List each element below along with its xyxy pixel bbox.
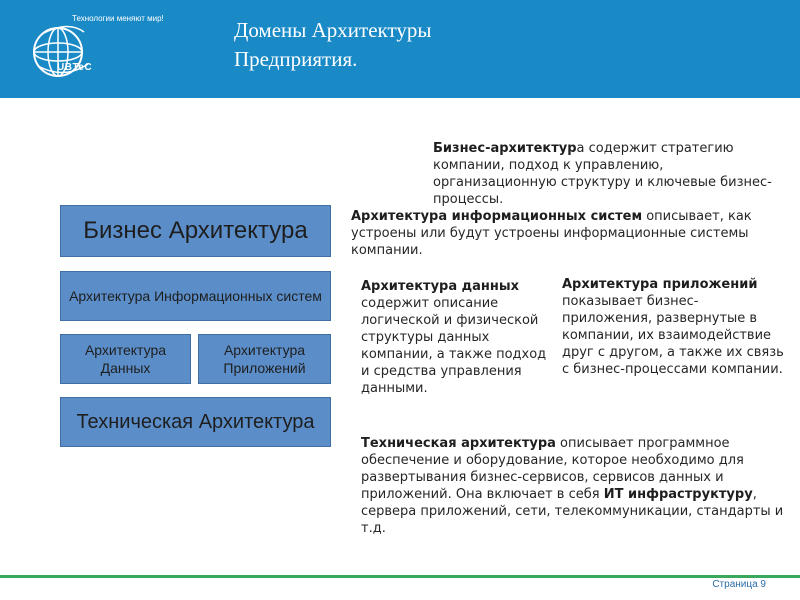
data-architecture-label: Архитектура Данных [84,342,167,376]
slide-title-line1: Домены Архитектуры [234,18,432,42]
slide-title [234,16,654,74]
tech-architecture-box [60,397,331,447]
business-architecture-description [433,140,788,208]
business-term: Бизнес-архитектур [433,141,577,156]
infosys-text: описывает, как устроены или будут устроены информационные системы компании. [351,209,752,258]
data-term: Архитектура данных [361,279,520,294]
data-architecture-box [60,334,191,384]
company-brand: UBTeC [57,62,93,73]
data-architecture-description [361,278,557,397]
data-text: содержит описание логической и физической структуры данных компании, а также подход и средства управления данными. [361,296,547,396]
infosys-term: Архитектура информационных систем [351,209,643,224]
apps-architecture-description [562,276,784,378]
slide-title-line2: Предприятия. [234,47,358,71]
infosys-architecture-description [351,208,791,259]
infosys-architecture-label: Архитектура Информационных систем [69,288,322,304]
tech-architecture-label: Техническая Архитектура [76,410,315,433]
tech-text-1: описывает программное обеспечение и оборудование, которое необходимо для развертывания бизнес-сервисов, сервисов данных и приложений. Она включает в себя [361,436,744,502]
tech-architecture-description [361,435,791,537]
apps-text: показывает бизнес-приложения, развернутые в компании, их взаимодействие друг с другом, а также их связь с бизнес-процессами компании. [562,294,784,377]
apps-architecture-box [198,334,331,384]
apps-term: Архитектура приложений [562,277,758,292]
page-number: Страница 9 [712,579,766,590]
tech-term: Техническая архитектура [361,436,556,451]
apps-architecture-label: Архитектура Приложений [223,342,306,376]
tech-term-it: ИТ инфраструктуру [603,487,753,502]
tech-text-2: , сервера приложений, сети, телекоммуникации, стандарты и т.д. [361,487,784,536]
business-text: а содержит стратегию компании, подход к управлению, организационную структуру и ключевые бизнес- процессы. [433,141,772,207]
header-bar [0,0,800,98]
business-architecture-box [60,205,331,257]
footer-divider [0,575,800,578]
infosys-architecture-box [60,271,331,321]
business-architecture-label: Бизнес Архитектура [83,217,308,244]
company-tagline: Технологии меняют мир! [72,14,164,23]
